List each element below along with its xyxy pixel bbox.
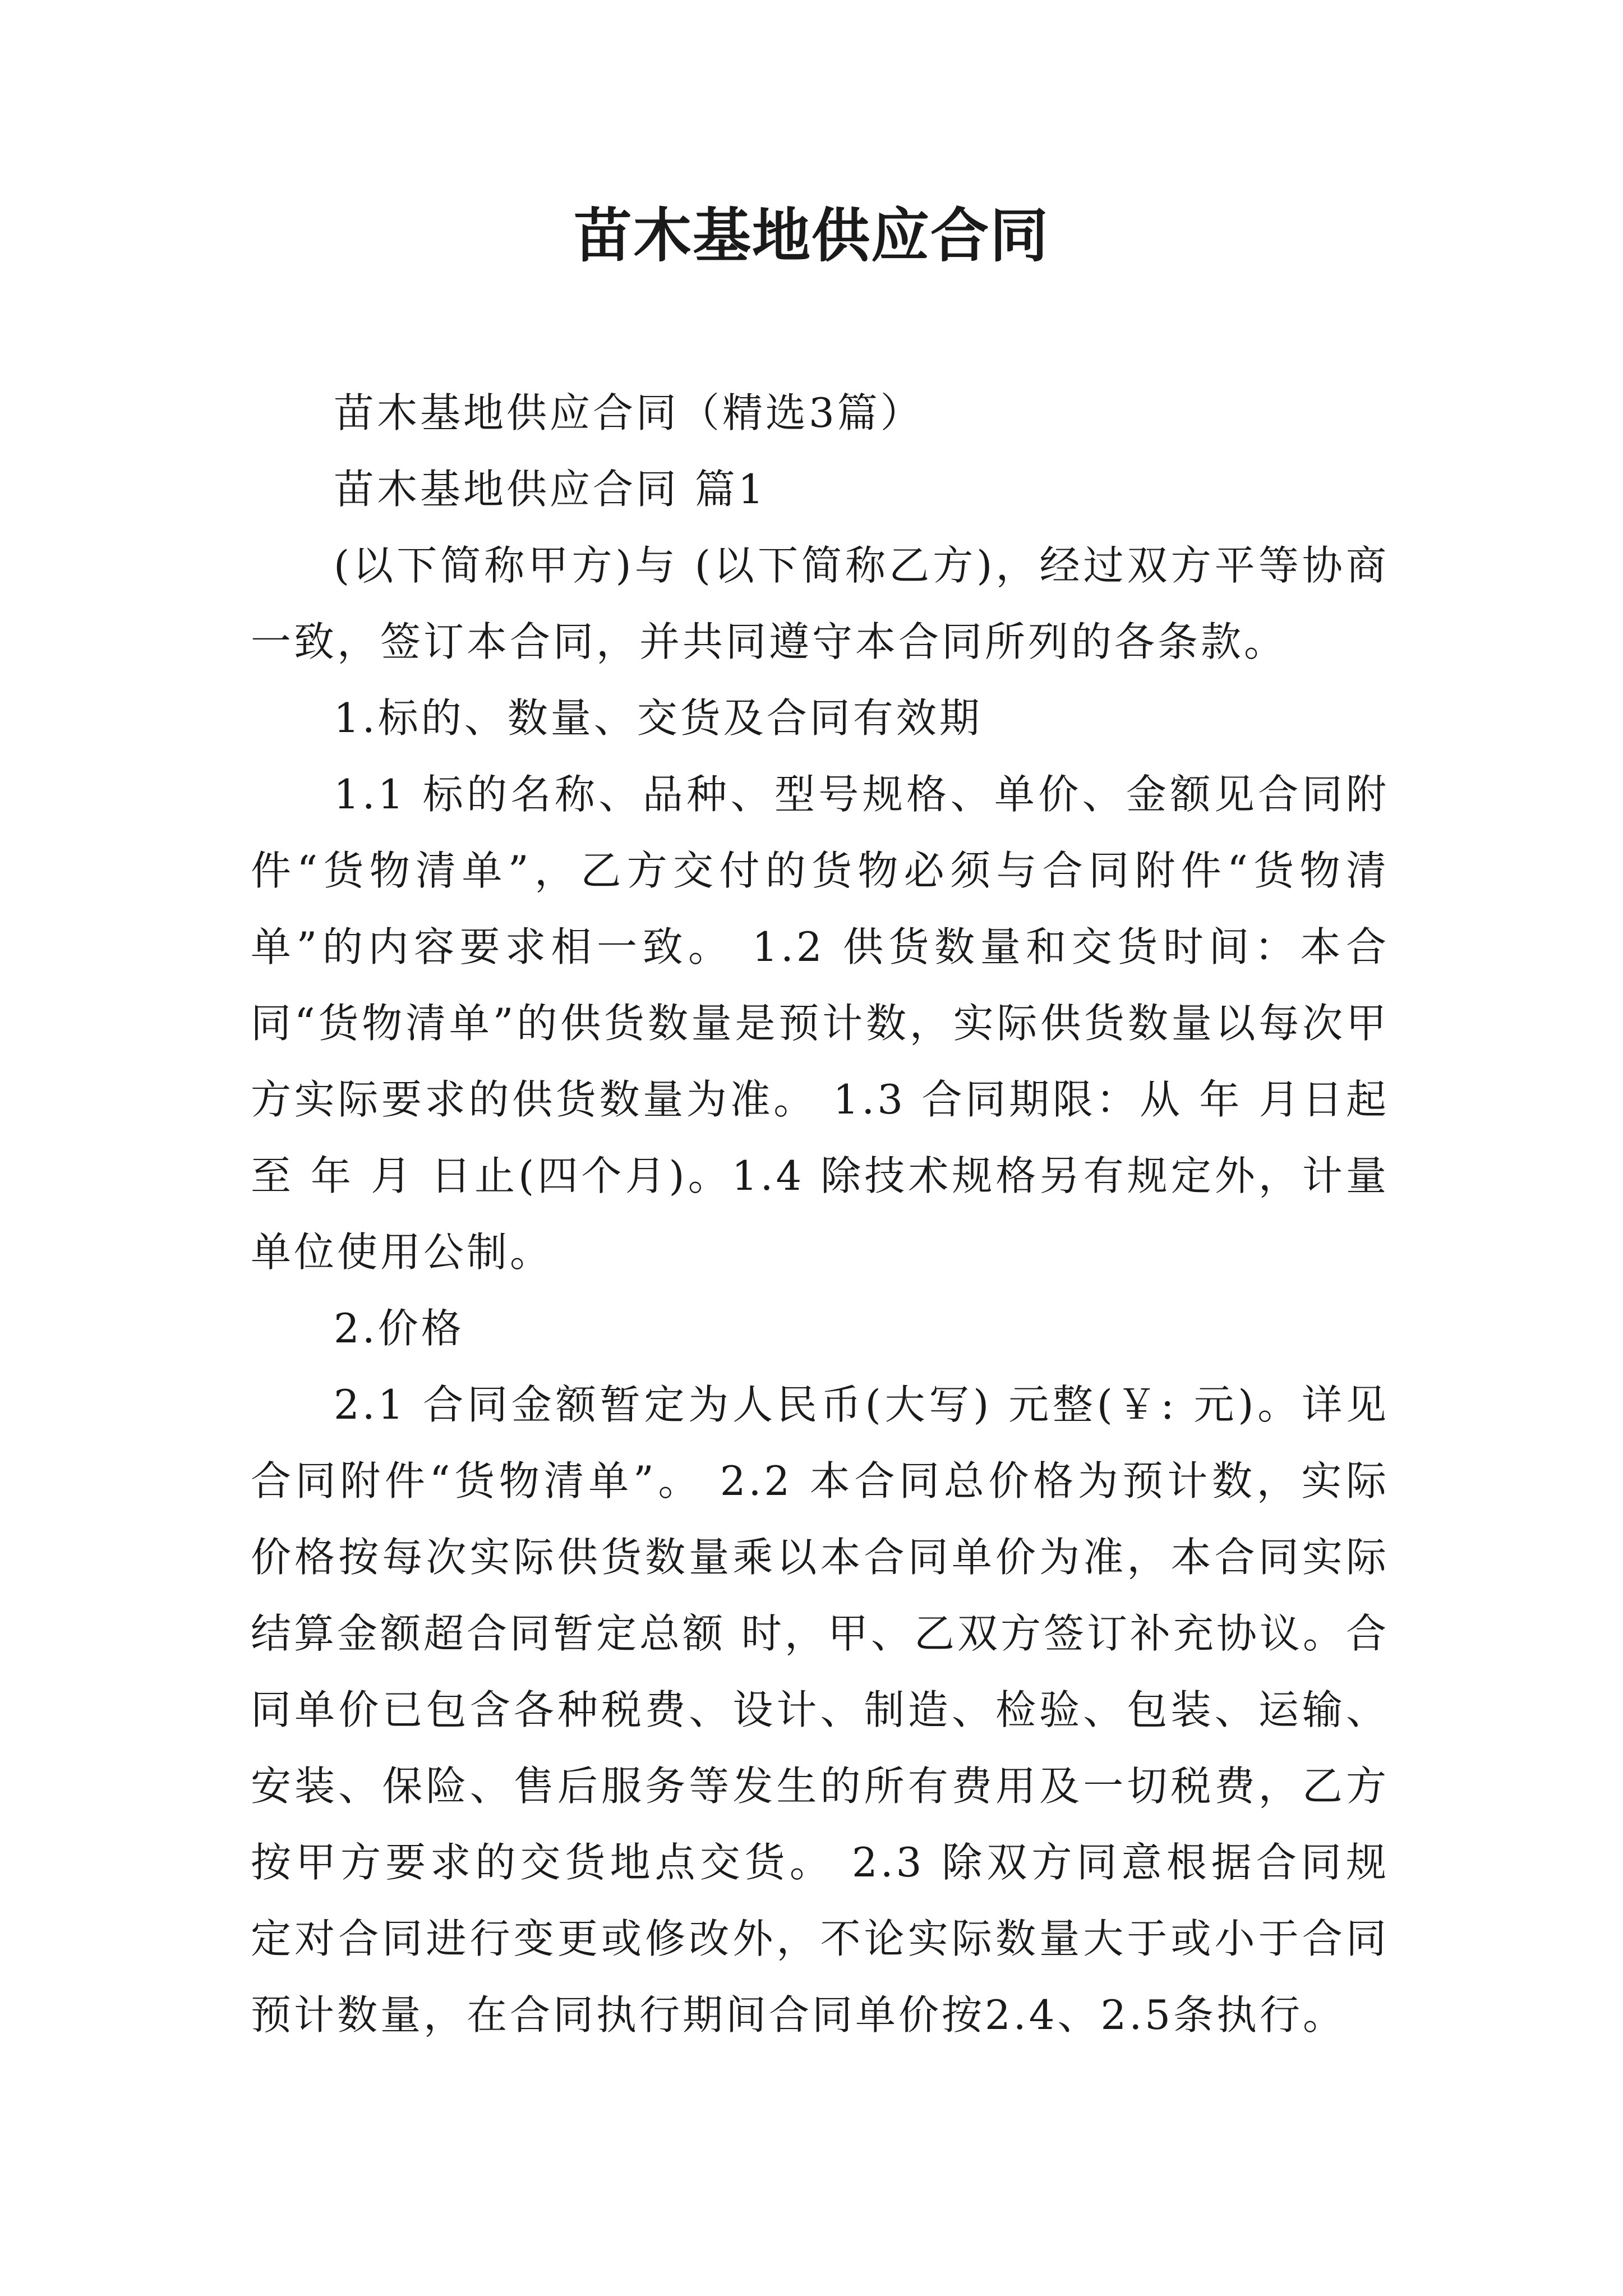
section-heading-price: 2.价格 [334,1305,464,1352]
paragraph-clause-2: 2.1 合同金额暂定为人民币(大写) 元整(￥: 元)。详见合同附件“货物清单”。 2.2 本合同总价格为预计数，实际价格按每次实际供货数量乘以本合同单价为准，本合同实际结算金额超合同暂定总额 时，甲、乙双方签订补充协议。合同单价已包含各种税费、设计、制造、检验、包装、运输、安装、保险、售后服务等发生的所有费用及一切税费，乙方按甲方要求的交货地点交货。 2.3 除双方同意根据合同规定对合同进行变更或修改外，不论实际数量大于或小于合同预计数量，在合同执行期间合同单价按2.4、2.5条执行。 [251,1381,1389,2039]
paragraph-collection-title: 苗木基地供应合同（精选3篇） [334,389,924,436]
section-heading-subject-quantity: 1.标的、数量、交货及合同有效期 [334,694,983,742]
document-title: 苗木基地供应合同 [573,201,1049,270]
document-body [251,375,1389,2053]
paragraph-parties-intro: (以下简称甲方)与 (以下简称乙方)，经过双方平等协商一致，签订本合同，并共同遵守本合同所列的各条款。 [251,542,1389,665]
paragraph-clause-1: 1.1 标的名称、品种、型号规格、单价、金额见合同附件“货物清单”，乙方交付的货物必须与合同附件“货物清单”的内容要求相一致。 1.2 供货数量和交货时间：本合同“货物清单”的供货数量是预计数，实际供货数量以每次甲方实际要求的供货数量为准。 1.3 合同期限：从 年 月日起至 年 月 日止(四个月)。1.4 除技术规格另有规定外，计量单位使用公制。 [251,771,1389,1276]
paragraph-article-heading: 苗木基地供应合同 篇1 [334,466,767,513]
